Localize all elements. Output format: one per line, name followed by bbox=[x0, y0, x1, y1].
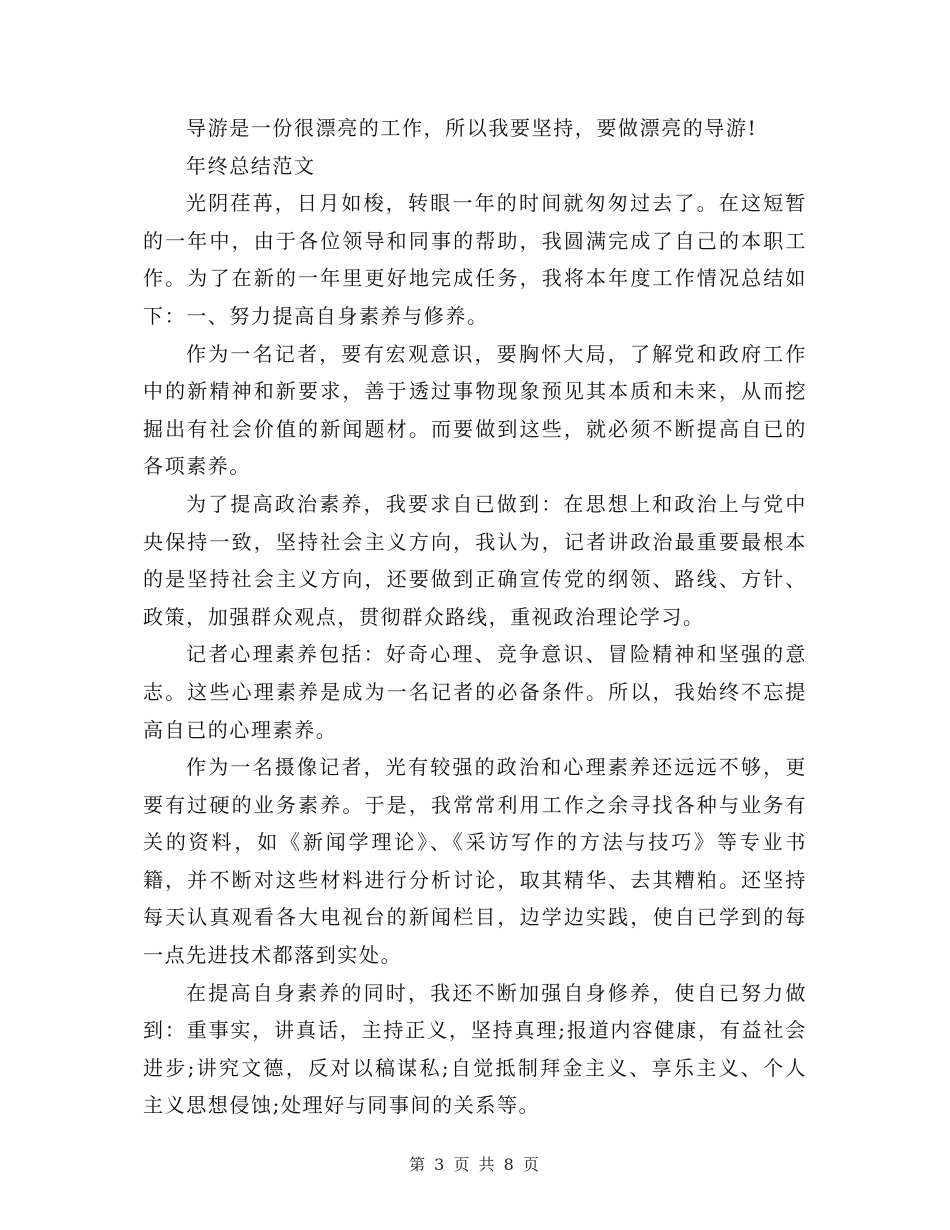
paragraph-intro-closing: 导游是一份很漂亮的工作，所以我要坚持，要做漂亮的导游! bbox=[186, 116, 758, 140]
page-number-footer: 第 3 页 共 8 页 bbox=[409, 1155, 541, 1174]
section-title: 年终总结范文 bbox=[186, 153, 316, 178]
paragraph-opening: 光阴荏苒，日月如梭，转眼一年的时间就匆匆过去了。在这短暂的一年中，由于各位领导和同事的帮助，我圆满完成了自己的本职工作。为了在新的一年里更好地完成任务，我将本年度工作情况总结如下：一、努力提高自身素养与修养。 bbox=[143, 191, 807, 328]
paragraph-self-cultivation: 在提高自身素养的同时，我还不断加强自身修养，使自已努力做到：重事实，讲真话，主持正义，坚持真理;报道内容健康，有益社会进步;讲究文德，反对以稿谋私;自觉抵制拜金主义、享乐主义、个人主义思想侵蚀;处理好与同事间的关系等。 bbox=[143, 980, 807, 1118]
paragraph-professional-quality: 作为一名摄像记者，光有较强的政治和心理素养还远远不够，更要有过硬的业务素养。于是，我常常利用工作之余寻找各种与业务有关的资料，如《新闻学理论》、《采访写作的方法与技巧》等专业书籍，并不断对这些材料进行分析讨论，取其精华、去其糟粕。还坚持每天认真观看各大电视台的新闻栏目，边学边实践，使自已学到的每一点先进技术都落到实处。 bbox=[143, 755, 807, 968]
paragraph-political-quality: 为了提高政治素养，我要求自已做到：在思想上和政治上与党中央保持一致，坚持社会主义方向，我认为，记者讲政治最重要最根本的是坚持社会主义方向，还要做到正确宣传党的纲领、路线、方针、政策，加强群众观点，贯彻群众路线，重视政治理论学习。 bbox=[143, 491, 807, 629]
paragraph-psychological-quality: 记者心理素养包括：好奇心理、竞争意识、冒险精神和坚强的意志。这些心理素养是成为一名记者的必备条件。所以，我始终不忘提高自已的心理素养。 bbox=[143, 642, 807, 742]
document-body bbox=[143, 110, 807, 1125]
paragraph-journalist-awareness: 作为一名记者，要有宏观意识，要胸怀大局，了解党和政府工作中的新精神和新要求，善于透过事物现象预见其本质和未来，从而挖掘出有社会价值的新闻题材。而要做到这些，就必须不断提高自已的各项素养。 bbox=[143, 341, 807, 479]
